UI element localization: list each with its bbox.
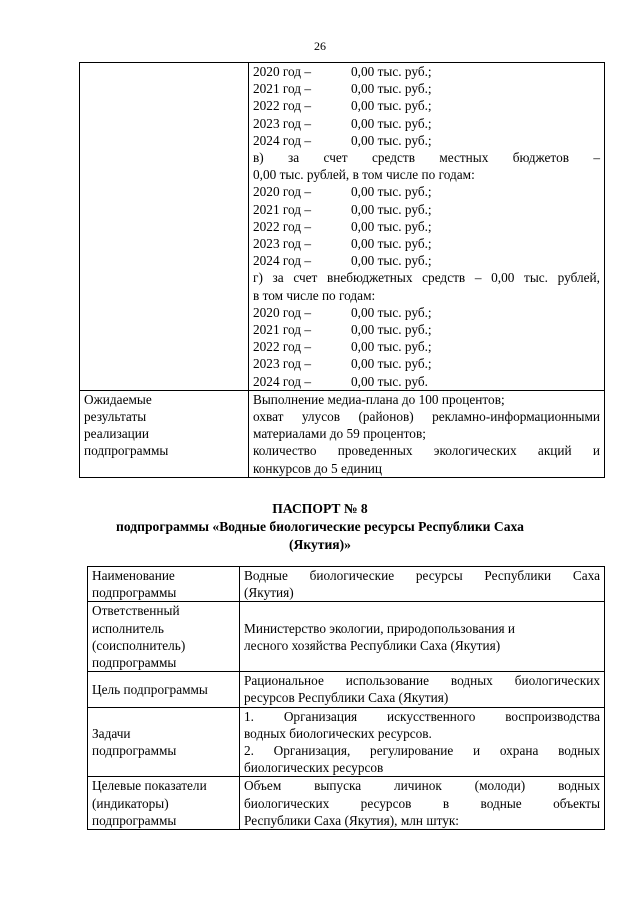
table-row xyxy=(80,390,605,477)
executor-value: Министерство экологии, природопользования и лесного хозяйства Республики Саха (Якутия) xyxy=(240,602,605,672)
table-row xyxy=(88,707,605,777)
year-line: 2023 год – 0,00 тыс. руб.; xyxy=(253,115,432,131)
table-row xyxy=(88,602,605,672)
table-row xyxy=(88,567,605,602)
funding-cell xyxy=(249,63,605,391)
passport-subtitle: подпрограммы «Водные биологические ресурсы Республики Саха xyxy=(116,519,524,534)
year-line: 2020 год – 0,00 тыс. руб.; xyxy=(253,304,432,320)
year-line: 2021 год – 0,00 тыс. руб.; xyxy=(253,322,432,338)
local-budget-text: в) за счет средств местных бюджетов – xyxy=(253,150,600,166)
year-line: 2022 год – 0,00 тыс. руб.; xyxy=(253,98,432,114)
table-row xyxy=(80,63,605,391)
extrabudget-text: г) за счет внебюджетных средств – 0,00 тыс. рублей, xyxy=(253,270,600,286)
year-line: 2021 год – 0,00 тыс. руб.; xyxy=(253,201,432,217)
goal-label: Цель подпрограммы xyxy=(88,672,240,707)
year-line: 2024 год – 0,00 тыс. руб.; xyxy=(253,253,432,269)
name-label: Наименование подпрограммы xyxy=(88,567,240,602)
year-line: 2024 год – 0,00 тыс. руб.; xyxy=(253,132,432,148)
expected-results-label: Ожидаемые результаты реализации подпрограммы xyxy=(80,390,249,477)
year-line: 2020 год – 0,00 тыс. руб.; xyxy=(253,184,432,200)
year-line: 2022 год – 0,00 тыс. руб.; xyxy=(253,218,432,234)
empty-label-cell xyxy=(80,63,249,391)
passport-subtitle: (Якутия)» xyxy=(289,537,351,552)
passport-title: ПАСПОРТ № 8 xyxy=(272,501,368,516)
targets-label: Целевые показатели (индикаторы) подпрограммы xyxy=(88,777,240,830)
year-line: 2023 год – 0,00 тыс. руб.; xyxy=(253,236,432,252)
tasks-value: 1. Организация искусственного воспроизводства водных биологических ресурсов. 2. Организация, регулирование и охрана водных биологических ресурсов xyxy=(240,707,605,777)
expected-results-value: Выполнение медиа-плана до 100 процентов; охват улусов (районов) рекламно-информационными материалами до 59 процентов; количество проведенных экологических акций и конкурсов до 5 единиц xyxy=(249,390,605,477)
table-row xyxy=(88,672,605,707)
targets-value: Объем выпуска личинок (молоди) водных биологических ресурсов в водные объекты Республики Саха (Якутия), млн штук: xyxy=(240,777,605,830)
year-line: 2021 год – 0,00 тыс. руб.; xyxy=(253,81,432,97)
extrabudget-text: в том числе по годам: xyxy=(253,287,376,303)
year-line: 2024 год – 0,00 тыс. руб. xyxy=(253,373,428,389)
tasks-label: Задачи подпрограммы xyxy=(88,707,240,777)
funding-table xyxy=(79,62,605,478)
name-value: Водные биологические ресурсы Республики Саха (Якутия) xyxy=(240,567,605,602)
local-budget-text: 0,00 тыс. рублей, в том числе по годам: xyxy=(253,167,475,183)
year-line: 2023 год – 0,00 тыс. руб.; xyxy=(253,356,432,372)
passport-table xyxy=(87,566,605,830)
year-line: 2022 год – 0,00 тыс. руб.; xyxy=(253,339,432,355)
page-number: 26 xyxy=(314,39,326,53)
goal-value: Рациональное использование водных биологических ресурсов Республики Саха (Якутия) xyxy=(240,672,605,707)
executor-label: Ответственный исполнитель (соисполнитель) подпрограммы xyxy=(88,602,240,672)
year-line: 2020 год – 0,00 тыс. руб.; xyxy=(253,64,432,79)
table-row xyxy=(88,777,605,830)
